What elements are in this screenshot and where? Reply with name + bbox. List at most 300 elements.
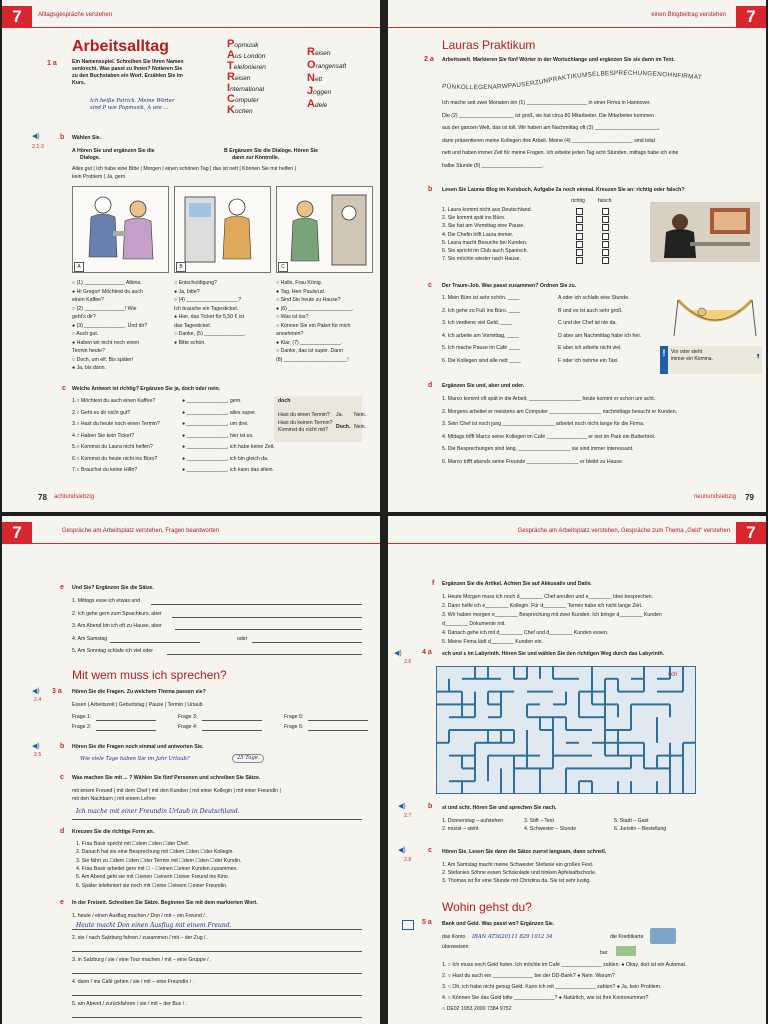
answer-line[interactable]: ● ______________, hier ist es. bbox=[182, 432, 254, 439]
exercise-number: d bbox=[428, 382, 433, 389]
example-sentence: Heute macht Don einen Ausflug mit einem Freund. bbox=[76, 922, 232, 929]
question-label: Frage 4: bbox=[178, 724, 198, 730]
text-line: dann präsentieren meine Kollegen ihre Arbeit. Meine (4) _____________________ sind total bbox=[442, 137, 655, 144]
exercise-number: b bbox=[428, 186, 433, 193]
dialogue-line: Ich brauche ein Tagesticket. bbox=[174, 305, 239, 312]
track-number: 2.6 bbox=[404, 659, 412, 665]
write-line[interactable] bbox=[72, 1017, 362, 1018]
sentence-start: 4. Am Samstag bbox=[72, 635, 108, 642]
audio-icon: ◀) bbox=[32, 133, 40, 140]
cloze-line: d________ Dokumente mit. bbox=[442, 621, 506, 627]
column-header-richtig: richtig bbox=[571, 198, 585, 204]
acrostic-letter: O bbox=[307, 59, 316, 71]
dialogue-line: das Tagesticket. bbox=[174, 322, 212, 329]
richtig-checkbox[interactable] bbox=[576, 249, 583, 256]
acrostic-row bbox=[307, 100, 346, 113]
sentence: 2. Stefanies Söhne essen Schokolade und trinken Apfelsaftschorle. bbox=[442, 870, 597, 876]
acrostic-word: eisen bbox=[234, 75, 251, 82]
acrostic-word: oggen bbox=[313, 89, 332, 96]
dialogue-line: ● Haben wir nicht noch einen bbox=[72, 339, 140, 346]
book-icon bbox=[402, 920, 414, 930]
acrostic-ronja bbox=[307, 48, 346, 113]
acrostic-word: us London bbox=[234, 53, 266, 60]
dialogue-line: 3. ○ Oh, ich habe nicht genug Geld. Kann ich mit ______________ zahlen? ● Ja, kein Problem. bbox=[442, 984, 662, 990]
matching-left: 4. Ich arbeite am Vormittag, ____ bbox=[442, 332, 519, 339]
question-label: Frage 5: bbox=[284, 714, 304, 720]
svg-text:PÜNKOLLEGENARWPAUSERZUNPRAKTIK bbox=[442, 70, 702, 91]
oder-word: oder bbox=[237, 635, 248, 642]
page-title: Lauras Praktikum bbox=[442, 38, 536, 52]
picture-label: das Konto bbox=[442, 934, 466, 940]
exercise-number: 3 a bbox=[52, 688, 62, 695]
label-c: C bbox=[278, 262, 288, 272]
acrostic-word: eisen bbox=[314, 50, 331, 57]
iban-handwritten: IBAN AT3620111 829 1012 34 bbox=[472, 934, 553, 940]
instruction-line: Kurs. bbox=[72, 80, 86, 86]
instruction-line: zu den Buchstaben ein Wort. Erzählen Sie im bbox=[72, 73, 183, 79]
grammar-box-title: doch bbox=[278, 398, 291, 404]
audio-icon: ◀) bbox=[398, 803, 406, 810]
matching-right: B und es ist auch sehr groß. bbox=[558, 307, 623, 314]
audio-icon: ◀) bbox=[32, 743, 40, 750]
instruction-line: Der Traum-Job. Was passt zusammen? Ordnen Sie zu. bbox=[442, 283, 577, 289]
dialogue-line: ○ Auch gut. bbox=[72, 331, 99, 337]
text-line: halbe Stunde (5) _____________________. bbox=[442, 162, 544, 169]
dialogue-line: ○ Hallo, Frau König. bbox=[276, 280, 323, 286]
matching-left: 6. Die Kollegen sind alle nett ____ bbox=[442, 357, 521, 364]
exercise-number: c bbox=[62, 385, 66, 392]
page-81 bbox=[388, 516, 766, 1024]
comma-icon: , bbox=[756, 343, 760, 359]
statement: 3. Sie hat am Vormittag eine Pause. bbox=[442, 223, 525, 230]
answer-line[interactable]: ● ______________, ich kann das allein. bbox=[182, 467, 274, 473]
sentence-start: 3. Am Abend bin ich oft zu Hause, aber bbox=[72, 623, 162, 629]
richtig-checkbox[interactable] bbox=[576, 208, 583, 215]
dialogue-line: ○ (2) ______________! Wie bbox=[72, 305, 137, 312]
track-number: 2.7 bbox=[404, 813, 412, 819]
write-line[interactable] bbox=[175, 629, 362, 630]
checkbox-sentence: 3. Sie fährt zu ☐dem ☐den ☐der Termin mit ☐dem ☐den ☐der Kundin. bbox=[76, 857, 242, 864]
picture-label: die Kreditkarte bbox=[610, 934, 644, 940]
dialogue-line: ● Klar, (7) ______________. bbox=[276, 339, 343, 346]
exercise-number: c bbox=[428, 282, 432, 289]
write-line[interactable] bbox=[72, 929, 362, 930]
answer-line[interactable] bbox=[202, 730, 262, 731]
acrostic-letter: K bbox=[227, 104, 235, 116]
cloze-line: 2. Dann helfe ich e________ Kollegin. Für d________ Termin habe ich nicht lange Zeit. bbox=[442, 603, 643, 609]
acrostic-letter: A bbox=[227, 49, 235, 61]
word-pair: 3. Stift – Test bbox=[524, 818, 554, 824]
dialogue-line: ○ Sind Sie heute zu Hause? bbox=[276, 297, 341, 303]
cloze-line: 4. Danach gehe ich mit d________ Chef und d________ Kunden essen. bbox=[442, 630, 609, 636]
write-line[interactable] bbox=[172, 617, 362, 618]
illustration-office-coffee bbox=[72, 186, 169, 273]
matching-left: 2. Ich gehe zu Fuß ins Büro. ____ bbox=[442, 307, 521, 314]
dialogue-line: ● Ja, bis dann. bbox=[72, 365, 106, 371]
running-head: Gespräche am Arbeitsplatz verstehen, Fragen beantworten bbox=[62, 528, 220, 534]
falsch-checkbox[interactable] bbox=[602, 216, 609, 223]
acrostic-letter: P bbox=[227, 38, 235, 50]
word-snake-text: PÜNKOLLEGENARWPAUSERZUNPRAKTIKUMSELBESPRECHUNGENOHNFIRMAT bbox=[441, 69, 703, 92]
matching-right: C und der Chef ist nie da. bbox=[558, 320, 617, 326]
sentence: 1. Am Samstag macht meine Schwester Stefanie ein großes Fest. bbox=[442, 862, 594, 868]
statement: 6. Sie spricht im Club auch Spanisch. bbox=[442, 248, 528, 254]
option-a: Dialoge. bbox=[80, 155, 101, 161]
falsch-checkbox[interactable] bbox=[602, 224, 609, 231]
matching-left: 1. Mein Büro ist sehr schön. ____ bbox=[442, 295, 520, 301]
answer-line[interactable] bbox=[308, 730, 368, 731]
acrostic-word: omputer bbox=[234, 97, 259, 104]
answer-line[interactable] bbox=[202, 720, 262, 721]
picture-label: überweisen bbox=[442, 944, 469, 950]
tip-line: immer ein Komma. bbox=[671, 356, 713, 362]
answer-line[interactable] bbox=[96, 730, 156, 731]
question-line: 2.○ Geht es dir nicht gut? bbox=[72, 409, 131, 416]
acrostic-word: elefonieren bbox=[233, 64, 266, 71]
chapter-tab: 7 bbox=[736, 6, 766, 28]
statement: 7. Sie möchte wieder nach Hause. bbox=[442, 256, 522, 263]
page-number-words: achtundsiebzig bbox=[54, 494, 95, 500]
instruction-line: st und scht. Hören Sie und sprechen Sie nach. bbox=[442, 805, 557, 811]
falsch-checkbox[interactable] bbox=[602, 233, 609, 240]
dialogue-line: 4. ○ Können Sie das Geld bitte ______________? ● Natürlich, wie ist Ihre Kontonummer? bbox=[442, 995, 649, 1001]
question-label: Frage 2: bbox=[72, 724, 92, 730]
exercise-number: b bbox=[60, 743, 65, 750]
write-line[interactable] bbox=[167, 654, 362, 655]
dialogue-line: ○ Danke, das ist super. Dann bbox=[276, 348, 343, 354]
checkbox-sentence: 4. Frau Basir arbeitet gern mit ☐ - ☐einen ☐einer Kunden zusammen. bbox=[76, 865, 238, 872]
column-header-falsch: falsch bbox=[598, 198, 612, 204]
grammar-answer: Nein. bbox=[354, 424, 367, 430]
dialogue-line: ○ Können Sie ein Paket für mich bbox=[276, 322, 351, 329]
checkbox-sentence: 1. Frau Basir spricht mit ☐dem ☐den ☐der Chef. bbox=[76, 841, 190, 847]
checkbox-sentence: 2. Danach hat sie eine Besprechung mit ☐dem ☐den ☐der Kollegin. bbox=[76, 849, 234, 856]
page-78 bbox=[2, 0, 380, 512]
option-b: dann zur Kontrolle. bbox=[232, 155, 280, 161]
instruction-line: sch und s im Labyrinth. Hören Sie und wählen Sie den richtigen Weg durch das Labyrinth. bbox=[442, 651, 665, 657]
instruction-line: senkrecht. Was passt zu Ihnen? Notieren Sie bbox=[72, 66, 183, 72]
falsch-checkbox[interactable] bbox=[602, 257, 609, 264]
prompt-line: 5. am Abend / zurückfahren / sie / mit – der Bus / . bbox=[72, 1001, 188, 1007]
prompt-line: 4. dann / ins Café gehen / sie / mit – eine Freundin / . bbox=[72, 979, 194, 985]
dialogue-line: ○ Doch, um elf. Bis später! bbox=[72, 356, 134, 363]
running-head: Gespräche am Arbeitsplatz verstehen, Gespräche zum Thema „Geld“ verstehen bbox=[517, 528, 730, 534]
word-bank: Alles gut | Ich habe eine Bitte | Morgen | einen schönen Tag | das ist nett | Können Sie mir helfen | bbox=[72, 166, 296, 172]
dialogue-line: 1. ○ Ich muss noch Geld holen. Ich möchte im Café ______________ zahlen. ● Okay, dort ist ein Automat. bbox=[442, 962, 687, 968]
question-line: 3.○ Hast du heute noch einen Termin? bbox=[72, 421, 160, 427]
cloze-line: 5. Die Besprechungen sind lang, __________________ sie sind immer interessant. bbox=[442, 446, 634, 452]
matching-right: D aber am Nachmittag habe ich frei. bbox=[558, 332, 642, 339]
cloze-line: 2. Morgens arbeitet er meistens am Computer __________________ nachmittags besucht er Kunden. bbox=[442, 408, 678, 415]
instruction-line: Hören Sie. Lesen Sie dann die Sätze zuerst langsam, dann schnell. bbox=[442, 849, 607, 855]
dialogue-line: ● Ja, bitte? bbox=[174, 288, 200, 295]
word-bank: Essen | Arbeitszeit | Geburtstag | Pause | Termin | Urlaub bbox=[72, 702, 203, 708]
write-line[interactable] bbox=[72, 973, 362, 974]
word-snake bbox=[440, 66, 760, 96]
sentence: 3. Thomas ist für eine Stunde mit Christina da. Sie ist sehr lustig. bbox=[442, 878, 591, 884]
acrostic-word: ochen bbox=[234, 108, 253, 115]
prompt-line: 1. heute / einen Ausflug machen / Don / mit – ein Freund / . bbox=[72, 913, 208, 919]
exercise-number: b bbox=[428, 803, 433, 810]
exercise-number: 1 a bbox=[47, 60, 57, 67]
sentence-start: 1. Mittags esse ich etwas und bbox=[72, 598, 141, 604]
instruction-line: Kreuzen Sie die richtige Form an. bbox=[72, 829, 155, 835]
question-line: 1.○ Möchtest du auch einen Kaffee? bbox=[72, 398, 156, 404]
instruction-line: Arbeitswelt. Markieren Sie fünf Wörter in der Wortschlange und ergänzen Sie sie dann im Text. bbox=[442, 57, 675, 63]
word-pair: 4. Schwester – Stunde bbox=[524, 826, 577, 832]
acrostic-patrick bbox=[227, 40, 266, 117]
option-b: B Ergänzen Sie die Dialoge. Hören Sie bbox=[224, 148, 318, 154]
instruction-line: Wählen Sie. bbox=[72, 135, 102, 141]
acrostic-letter: R bbox=[227, 71, 235, 83]
cloze-line: 4. Mittags trifft Marco seine Kollegen im Café ______________ er isst im Park ein Butterbrot. bbox=[442, 433, 656, 440]
instruction-line: Hören Sie die Fragen noch einmal und antworten Sie. bbox=[72, 744, 204, 750]
dialogue-line: ● (6) ______________________. bbox=[276, 305, 354, 312]
example-text: Ich heiße Patrick. Meine Wörter bbox=[90, 98, 175, 104]
header-rule bbox=[388, 543, 766, 544]
acrostic-word: dele bbox=[314, 102, 328, 109]
example-answer-bubble: 25 Tage. bbox=[232, 754, 264, 763]
word-pair: 5. Stadt – Gast bbox=[614, 818, 649, 824]
picture-label: bar bbox=[600, 950, 608, 956]
audio-icon: ◀) bbox=[398, 847, 406, 854]
photo-laura-desk bbox=[650, 202, 760, 262]
header-rule bbox=[2, 543, 380, 544]
richtig-checkbox[interactable] bbox=[576, 257, 583, 264]
matching-left: 5. Ich mache Pause im Café ____ bbox=[442, 345, 521, 351]
dialogue-line: 2. ○ Hast du auch ein ______________ bei der DD-Bank? ● Nein. Warum? bbox=[442, 973, 615, 979]
matching-left: 3. Ich verdiene viel Geld, ____ bbox=[442, 320, 513, 326]
exercise-number: c bbox=[60, 774, 64, 781]
label-b: B bbox=[176, 262, 186, 272]
answer-line[interactable] bbox=[96, 720, 156, 721]
grammar-answer: Nein. bbox=[354, 412, 367, 418]
exercise-number: 2 a bbox=[424, 56, 434, 63]
cloze-line: 5. Meine Firma lädt d________ Kunden ein. bbox=[442, 639, 543, 645]
acrostic-letter: C bbox=[227, 93, 235, 105]
exercise-number: f bbox=[432, 580, 435, 587]
answer-line[interactable]: ● ______________, um drei. bbox=[182, 421, 249, 427]
example-sentence: Ich mache mit einer Freundin Urlaub in Deutschland. bbox=[76, 808, 240, 815]
track-number: 2.1-3 bbox=[32, 144, 44, 150]
checkbox-sentence: 5. Am Abend geht sie mit ☐einen ☐einem ☐einer Freund ins Kino. bbox=[76, 874, 230, 881]
audio-icon: ◀) bbox=[394, 650, 402, 657]
richtig-checkbox[interactable] bbox=[576, 241, 583, 248]
word-bank: kein Problem | Ja, gern bbox=[72, 174, 126, 180]
answer-line[interactable] bbox=[308, 720, 368, 721]
dialogue-line: ○ Was ist los? bbox=[276, 314, 309, 320]
dialogue-line: annehmen? bbox=[276, 331, 304, 337]
falsch-checkbox[interactable] bbox=[602, 249, 609, 256]
prompt-line: 2. sie / nach Salzburg fahren / zusammen / mit – der Zug / . bbox=[72, 935, 209, 941]
cloze-line: 3. Sein Chef ist noch jung __________________ arbeitet noch nicht lange für die Firma. bbox=[442, 421, 645, 427]
write-line[interactable] bbox=[151, 604, 362, 605]
instruction-line: Welche Antwort ist richtig? Ergänzen Sie ja, doch oder nein. bbox=[72, 386, 221, 392]
sentence-start: 2. Ich gehe gern zum Sprachkurs, aber bbox=[72, 610, 162, 617]
grammar-tip-box bbox=[660, 343, 762, 374]
dialogue-line: ○ Danke, (5) ______________. bbox=[174, 331, 247, 337]
option-a: A Hören Sie und ergänzen Sie die bbox=[72, 148, 155, 154]
grammar-row: Hast du keinen Termin? bbox=[278, 420, 333, 426]
word-pair: 6. Juristin – Bestellung bbox=[614, 826, 667, 832]
grammar-row: Hast du einen Termin? bbox=[278, 412, 330, 418]
grammar-answer: Ja. bbox=[336, 412, 343, 418]
credit-card-icon bbox=[650, 928, 676, 944]
dialogue-line: ○ Entschuldigung? bbox=[174, 280, 217, 286]
acrostic-word: rangensaft bbox=[315, 63, 347, 70]
exercise-number: 5 a bbox=[422, 919, 432, 926]
answer-line[interactable]: ● ______________, alles super. bbox=[182, 409, 257, 416]
write-line[interactable] bbox=[110, 642, 200, 643]
grammar-answer: Doch. bbox=[336, 424, 351, 430]
acrostic-row bbox=[227, 73, 266, 84]
dialogue-line: geht's dir? bbox=[72, 314, 96, 320]
dialogue-line: ○ DE02 1953 2000 7384 9752 bbox=[442, 1006, 512, 1012]
exercise-number: c bbox=[428, 847, 432, 854]
richtig-checkbox[interactable] bbox=[576, 216, 583, 223]
page-80 bbox=[2, 516, 380, 1024]
answer-line[interactable]: ● ______________, ich bin gleich da. bbox=[182, 455, 269, 462]
write-line[interactable] bbox=[72, 951, 362, 952]
dialogue-line: ● Tag, Herr Paulsrud. bbox=[276, 288, 326, 295]
instruction-line: Ergänzen Sie und, aber und oder. bbox=[442, 383, 525, 389]
matching-right: E aber ich arbeite nicht viel. bbox=[558, 345, 622, 351]
section-title: Wohin gehst du? bbox=[442, 900, 532, 914]
matching-right: A oder ich schlafe eine Stunde. bbox=[558, 295, 630, 301]
acrostic-word: opmusik bbox=[234, 42, 259, 49]
exercise-number: d bbox=[60, 828, 65, 835]
labyrinth bbox=[436, 666, 696, 794]
instruction-line: Bank und Geld. Was passt wo? Ergänzen Sie. bbox=[442, 921, 555, 927]
prompt-line: 3. in Salzburg / sie / eine Tour machen / mit – eine Gruppe / . bbox=[72, 957, 212, 963]
word-pair: 1. Donnerstag – aufstehen bbox=[442, 818, 504, 824]
running-head: Alltagsgespräche verstehen bbox=[38, 12, 113, 18]
exercise-number: 4 a bbox=[422, 649, 432, 656]
label-a: A bbox=[74, 262, 84, 272]
statement: 1. Laura kommt nicht aus Deutschland. bbox=[442, 207, 532, 213]
exercise-number: b bbox=[60, 134, 65, 141]
acrostic-letter: N bbox=[307, 72, 315, 84]
dialogue-line: ● Hier, das Ticket für 5,50 € ist bbox=[174, 314, 245, 320]
cash-icon bbox=[616, 946, 636, 956]
track-number: 2.8 bbox=[404, 857, 412, 863]
acrostic-letter: T bbox=[227, 60, 234, 72]
tip-line: Vor oder steht bbox=[671, 349, 703, 355]
dialogue-line: einen Kaffee? bbox=[72, 297, 104, 303]
exercise-number: e bbox=[60, 899, 64, 906]
illustration-ticket-machine bbox=[174, 186, 271, 273]
header-rule bbox=[388, 27, 766, 28]
text-line: Ich mache seit zwei Monaten ein (1) _____________________ in einer Firma in Hannover. bbox=[442, 100, 651, 106]
chapter-tab: 7 bbox=[2, 6, 32, 28]
track-number: 2.5 bbox=[34, 752, 42, 758]
cloze-line: 1. Marco kommt oft spät in die Arbeit, __________________ heute kommt er schon um acht. bbox=[442, 396, 656, 402]
text-line: aus der ganzen Welt, das ist toll. Wir haben am Nachmittag oft (3) ______________________, bbox=[442, 125, 660, 131]
page-79 bbox=[388, 0, 766, 512]
instruction-line: Ein Namensspiel. Schreiben Sie Ihren Namen bbox=[72, 59, 184, 65]
instruction-line: In der Freizeit. Schreiben Sie Sätze. Beginnen Sie mit dem markierten Wort. bbox=[72, 900, 258, 906]
chapter-tab: 7 bbox=[736, 522, 766, 544]
maze-start-label: sch bbox=[668, 672, 678, 678]
cloze-line: 1. Heute Morgen muss ich noch d________ Chef anrufen und e________ Idee besprechen. bbox=[442, 594, 654, 600]
running-head: einen Blogbeitrag verstehen bbox=[651, 12, 726, 18]
page-number: 79 bbox=[745, 493, 754, 502]
question-label: Frage 6: bbox=[284, 724, 304, 730]
word-bank: mit den Nachbarn | mit einem Lehrer bbox=[72, 796, 157, 802]
word-pair: 2. musst – steht bbox=[442, 826, 479, 832]
chapter-tab: 7 bbox=[2, 522, 32, 544]
question-line: 5.○ Kommst du Laura nicht helfen? bbox=[72, 444, 153, 450]
acrostic-letter: J bbox=[307, 85, 314, 97]
header-rule bbox=[2, 27, 380, 28]
question-line: 6.○ Kommst du heute nicht ins Büro? bbox=[72, 455, 158, 462]
section-title: Mit wem muss ich sprechen? bbox=[72, 668, 227, 682]
grammar-row: Kommst du nicht mit? bbox=[278, 427, 328, 433]
text-line: nett und haben immer Zeit für meine Fragen. Ich arbeite jeden Tag acht Stunden, mittags habe ich eine bbox=[442, 150, 679, 156]
question-line: 4.○ Haben Sie kein Ticket? bbox=[72, 432, 134, 439]
cloze-line: 3. Wir haben morgen e________ Besprechung mit zwei Kunden. Ich bringe d________ Kunden bbox=[442, 612, 662, 618]
dialogue-line: ○ (1) ______________ Albina. bbox=[72, 280, 142, 286]
cloze-line: 6. Marco trifft abends seine Freunde __________________ er bleibt zu Hause. bbox=[442, 458, 624, 465]
answer-line[interactable]: ● ______________, ich habe keine Zeit. bbox=[182, 444, 275, 450]
acrostic-letter: A bbox=[307, 98, 315, 110]
answer-line[interactable]: ● ______________, gern. bbox=[182, 398, 242, 404]
richtig-checkbox[interactable] bbox=[576, 233, 583, 240]
matching-right: F oder ich nehme ein Taxi. bbox=[558, 357, 619, 364]
instruction-line: Ergänzen Sie die Artikel. Achten Sie auf Akkusativ und Dativ. bbox=[442, 581, 592, 587]
dialogue-line: Termin heute? bbox=[72, 348, 105, 354]
richtig-checkbox[interactable] bbox=[576, 224, 583, 231]
statement: 5. Laura macht Besuche bei Kunden. bbox=[442, 239, 528, 246]
exercise-number: e bbox=[60, 584, 64, 591]
dialogue-line: ● Bitte schön. bbox=[174, 339, 206, 346]
example-question: Wie viele Tage haben Sie im Jahr Urlaub? bbox=[80, 756, 190, 762]
acrostic-word: nternational bbox=[230, 86, 265, 93]
hammock-illustration bbox=[670, 290, 760, 340]
sentence-start: 5. Am Sonntag schlafe ich viel oder bbox=[72, 648, 154, 654]
page-number: 78 bbox=[38, 493, 47, 502]
instruction-line: Lesen Sie Lauras Blog im Kursbuch, Aufgabe 2a noch einmal. Kreuzen Sie an: richtig oder falsch? bbox=[442, 187, 685, 193]
dialogue-line: (8) ______________________! bbox=[276, 356, 349, 363]
dialogue-line: ○ (4) __________________? bbox=[174, 297, 242, 303]
instruction-line: Und Sie? Ergänzen Sie die Sätze. bbox=[72, 585, 154, 591]
question-label: Frage 3: bbox=[178, 714, 198, 720]
write-line[interactable] bbox=[252, 642, 362, 643]
statement: 2. Sie kommt spät ins Büro. bbox=[442, 215, 506, 222]
acrostic-row bbox=[227, 106, 266, 117]
acrostic-word: ett bbox=[314, 76, 323, 83]
track-number: 2.4 bbox=[34, 697, 42, 703]
falsch-checkbox[interactable] bbox=[602, 208, 609, 215]
falsch-checkbox[interactable] bbox=[602, 241, 609, 248]
write-line[interactable] bbox=[72, 995, 362, 996]
page-number-words: neunundsiebzig bbox=[693, 494, 736, 500]
instruction-line: Was machen Sie mit ... ? Wählen Sie fünf Personen und schreiben Sie Sätze. bbox=[72, 775, 261, 781]
question-label: Frage 1: bbox=[72, 714, 92, 720]
illustration-door-neighbour bbox=[276, 186, 373, 273]
statement: 4. Die Chefin hilft Laura immer. bbox=[442, 231, 514, 238]
text-line: Die (2) ___________________ ist groß, sie hat circa 80 Mitarbeiter. Die Mitarbeiter kommen bbox=[442, 112, 654, 119]
dialogue-line: ● Hi Gregor! Möchtest du auch bbox=[72, 288, 143, 295]
example-text: sind P wie Popmusik, A wie ... bbox=[90, 105, 169, 111]
exclamation-icon: ! bbox=[662, 348, 666, 358]
acrostic-letter: I bbox=[227, 82, 231, 94]
instruction-line: Hören Sie die Fragen. Zu welchem Thema passen sie? bbox=[72, 689, 206, 695]
dialogue-line: ● (3) ______________. Und dir? bbox=[72, 322, 148, 329]
word-bank: mit einem Freund | mit dem Chef | mit den Kunden | mit einer Kollegin | mit einer Freundin | bbox=[72, 788, 281, 794]
audio-icon: ◀) bbox=[32, 688, 40, 695]
acrostic-letter: R bbox=[307, 46, 315, 58]
